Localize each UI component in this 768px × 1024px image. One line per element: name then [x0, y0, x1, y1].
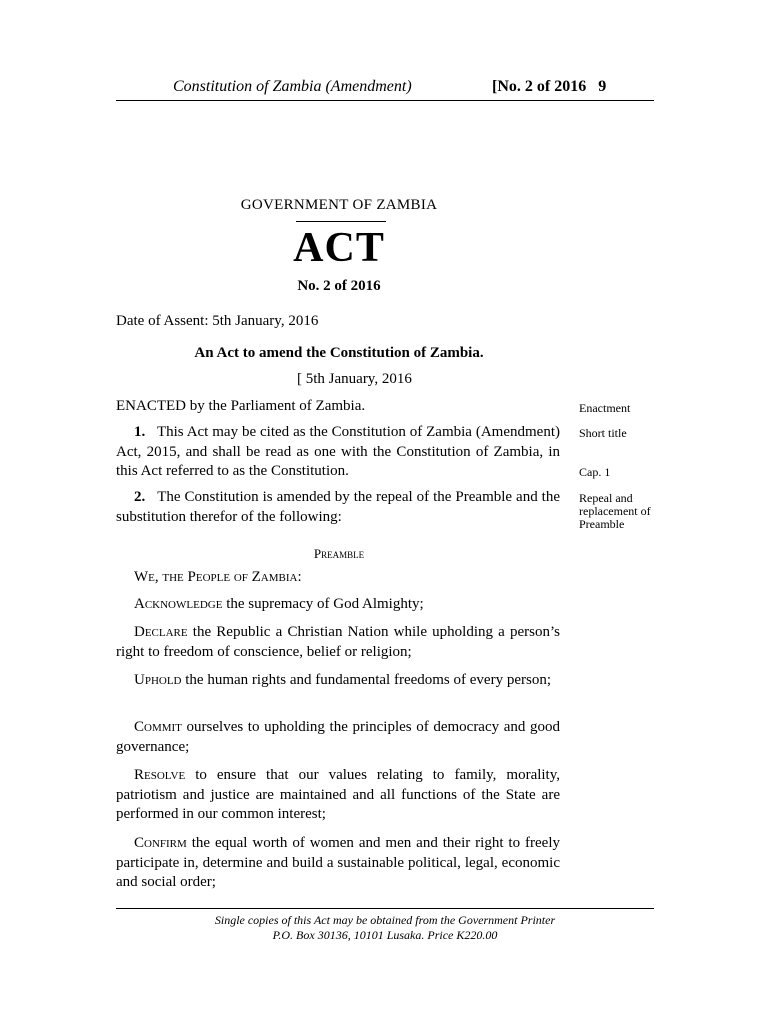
long-title: An Act to amend the Constitution of Zambia.: [194, 345, 484, 361]
clause-text: the supremacy of God Almighty;: [226, 596, 424, 612]
section-2-text: The Constitution is amended by the repeal of the Preamble and the substitution therefor of the following:: [116, 489, 560, 525]
preamble-clause: [116, 718, 560, 757]
section-1-number: 1.: [134, 424, 146, 440]
margin-note-short-title: Short title: [579, 426, 627, 440]
clause-text: the human rights and fundamental freedoms of every person;: [185, 672, 551, 688]
clause-lead: Confirm: [134, 835, 187, 851]
section-1-text: This Act may be cited as the Constitution of Zambia (Amendment) Act, 2015, and shall be read as one with the Constitution of Zambia, in this Act referred to as the Constitution.: [116, 424, 560, 479]
preamble-clause: [116, 766, 560, 825]
preamble-heading: Preamble: [313, 546, 365, 561]
government-heading: GOVERNMENT OF ZAMBIA: [240, 197, 438, 213]
running-header-title: Constitution of Zambia (Amendment): [173, 78, 412, 95]
preamble-clause: [116, 834, 560, 893]
section-2-number: 2.: [134, 489, 146, 505]
header-number: [No. 2 of 2016: [492, 78, 587, 95]
act-number: No. 2 of 2016: [297, 278, 381, 294]
margin-note-repeal: Repeal and replacement of Preamble: [579, 491, 651, 531]
footer-rule: [116, 908, 654, 909]
preamble-clause: [116, 671, 560, 691]
title-rule: [296, 221, 386, 222]
preamble-clause: [116, 595, 560, 615]
header-rule: [116, 100, 654, 101]
running-header-act-number: [492, 78, 606, 96]
margin-note-cap: Cap. 1: [579, 465, 611, 479]
act-heading: ACT: [293, 225, 385, 271]
footer-note: [116, 913, 654, 943]
clause-text: the Republic a Christian Nation while upholding a person’s right to freedom of conscience, belief or religion;: [116, 624, 561, 660]
clause-lead: Acknowledge: [134, 596, 223, 612]
commencement-date: [ 5th January, 2016: [297, 371, 412, 387]
clause-text: ourselves to upholding the principles of democracy and good governance;: [116, 719, 561, 755]
footer-line-1: Single copies of this Act may be obtained from the Government Printer: [214, 913, 556, 927]
preamble-opening: We, the People of Zambia:: [134, 569, 302, 585]
date-of-assent: Date of Assent: 5th January, 2016: [116, 313, 319, 329]
clause-lead: Resolve: [134, 767, 186, 783]
clause-lead: Uphold: [134, 672, 182, 688]
preamble-clause: [116, 623, 560, 662]
clause-lead: Commit: [134, 719, 182, 735]
clause-text: the equal worth of women and men and their right to freely participate in, determine and build a sustainable political, legal, economic and social order;: [116, 835, 561, 890]
section-1: [116, 423, 560, 482]
margin-note-enactment: Enactment: [579, 401, 631, 415]
clause-lead: Declare: [134, 624, 188, 640]
section-2: [116, 488, 560, 527]
clause-text: to ensure that our values relating to family, morality, patriotism and justice are maintained and all functions of the State are performed in our common interest;: [116, 767, 561, 822]
enacting-clause: ENACTED by the Parliament of Zambia.: [116, 398, 366, 414]
page-number: 9: [598, 78, 607, 95]
footer-line-2: P.O. Box 30136, 10101 Lusaka. Price K220.00: [272, 928, 498, 942]
